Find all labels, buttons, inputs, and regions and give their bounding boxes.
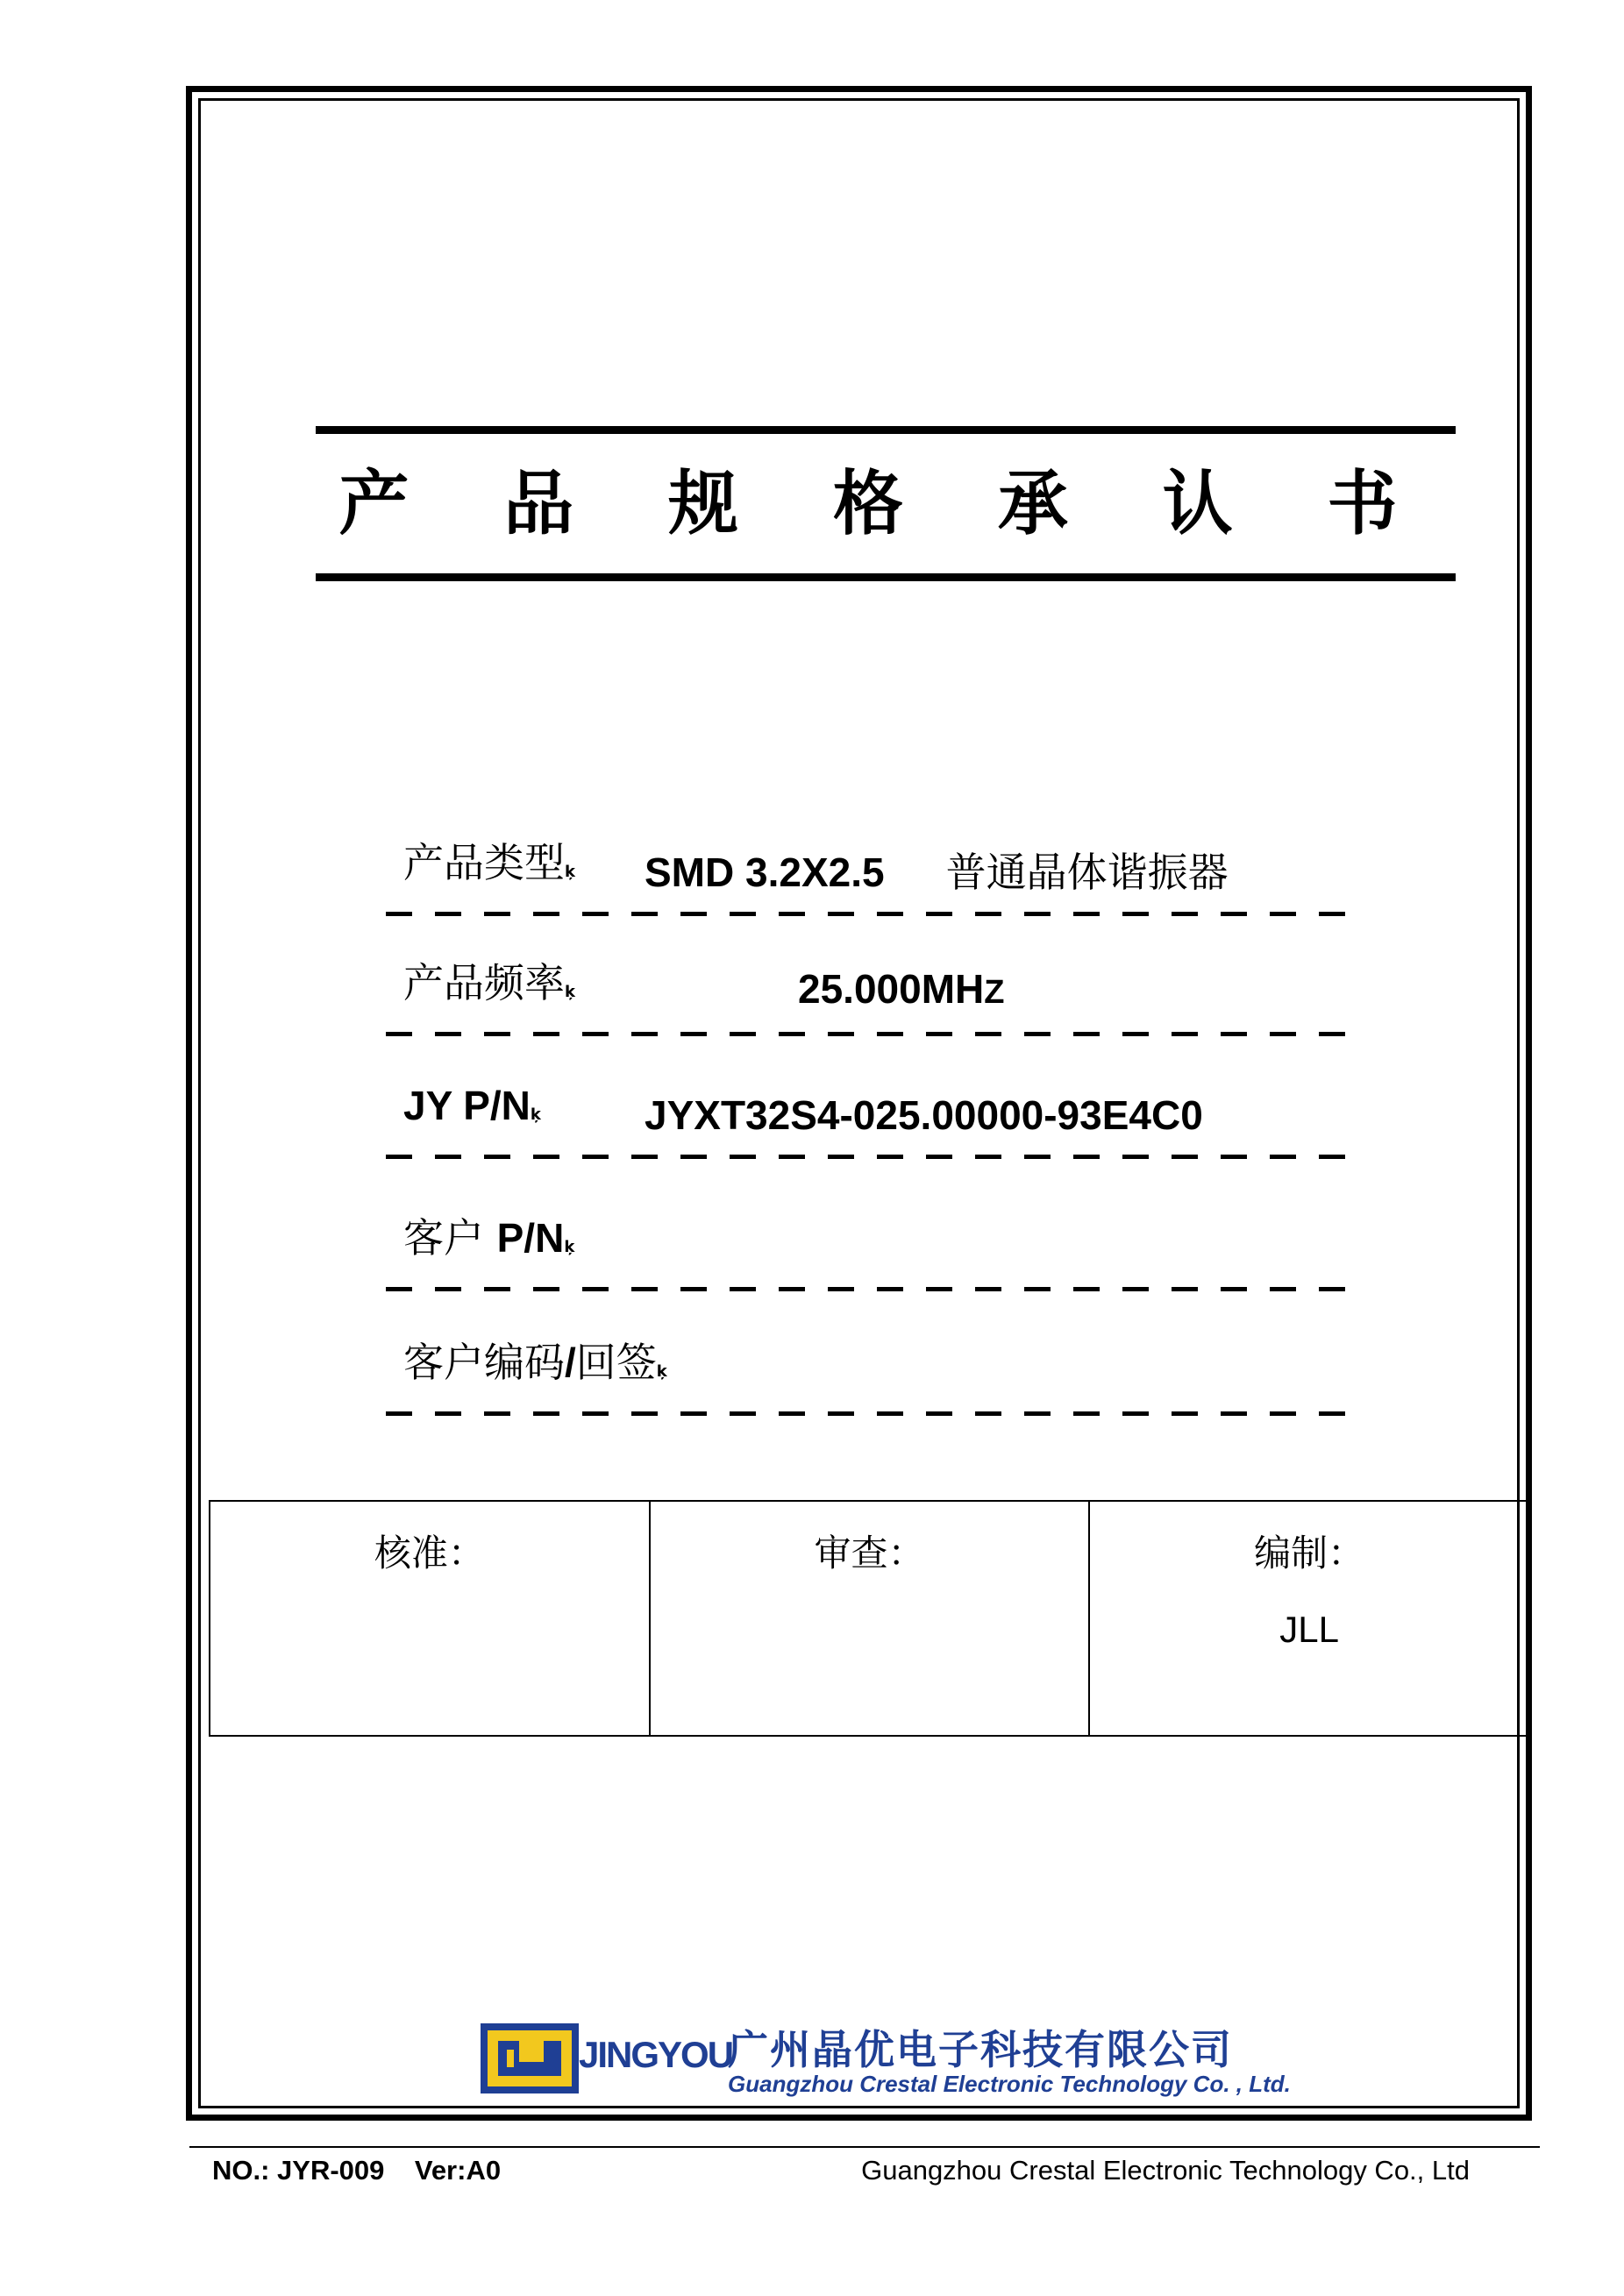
approve-label: 核准： <box>374 1532 485 1575</box>
prepare-cell <box>1089 1501 1529 1736</box>
prepare-value: JLL <box>1279 1609 1340 1650</box>
field-label: 客户编码/回签ķ <box>403 1339 667 1386</box>
dashed-underline <box>386 1155 1355 1159</box>
field-jy-part-number <box>386 1063 1355 1159</box>
approve-cell <box>210 1501 650 1736</box>
field-label: 客户 P/Nķ <box>403 1214 575 1262</box>
field-label: 产品频率ķ <box>403 959 575 1006</box>
field-product-type <box>386 820 1355 916</box>
field-customer-part-number <box>386 1195 1355 1291</box>
logo-company-en: Guangzhou Crestal Electronic Technology Co. , Ltd. <box>728 2071 1291 2097</box>
logo-brand: JINGYOU <box>579 2034 733 2075</box>
dashed-underline <box>386 1411 1355 1416</box>
company-logo <box>481 2015 1291 2102</box>
field-label: JY P/Nķ <box>403 1083 541 1128</box>
field-value: JYXT32S4-025.00000-93E4C0 <box>645 1092 1203 1138</box>
title-rule-top <box>316 426 1456 434</box>
signature-table <box>209 1500 1530 1737</box>
dashed-underline <box>386 1032 1355 1036</box>
review-cell <box>650 1501 1090 1736</box>
document-title: 产 品 规 格 承 认 书 <box>338 463 1433 544</box>
dashed-underline <box>386 1287 1355 1291</box>
footer-doc-number: NO.: JYR-009 Ver:A0 <box>212 2155 502 2186</box>
field-product-frequency <box>386 940 1355 1036</box>
title-rule-bottom <box>316 573 1456 581</box>
field-value: 25.000MHZ <box>798 966 1005 1012</box>
review-label: 审查： <box>814 1532 925 1575</box>
field-label: 产品类型ķ <box>403 839 575 886</box>
logo-company-cn: 广州晶优电子科技有限公司 <box>728 2026 1233 2073</box>
footer-company: Guangzhou Crestal Electronic Technology Co., Ltd <box>861 2155 1470 2186</box>
dashed-underline <box>386 912 1355 916</box>
prepare-label: 编制： <box>1254 1532 1365 1575</box>
field-value: SMD 3.2X2.5 普通晶体谐振器 <box>645 849 1229 896</box>
footer-divider <box>189 2146 1540 2148</box>
jingyou-logo-icon <box>481 2023 579 2093</box>
field-customer-code <box>386 1319 1355 1416</box>
